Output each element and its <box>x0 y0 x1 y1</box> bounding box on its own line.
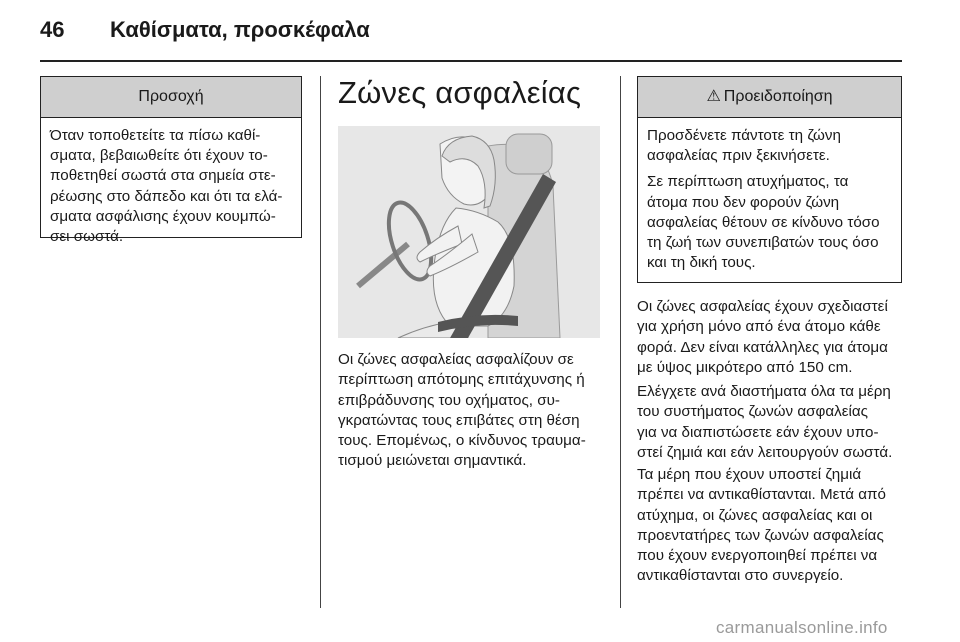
column-divider-right <box>620 76 621 608</box>
warning-paragraph-1 <box>647 126 893 166</box>
caution-line: σματα, βεβαιωθείτε ότι έχουν το- <box>50 147 268 165</box>
body-line: Οι ζώνες ασφαλείας έχουν σχεδιαστεί <box>637 298 888 315</box>
warning-triangle-icon: ⚠ <box>706 88 721 105</box>
warning-line: άτομα που δεν φορούν ζώνη <box>647 193 840 211</box>
caution-box <box>40 76 302 246</box>
body-line: για να διαπιστώσετε εάν έχουν υπο- <box>637 423 879 441</box>
warning-line: ασφαλείας θέτουν σε κίνδυνο τόσο <box>647 213 880 231</box>
warning-line: τη ζωή των συνεπιβατών τους όσο <box>647 234 879 252</box>
warning-box-body <box>638 118 901 285</box>
right-paragraph-3 <box>637 465 912 587</box>
caution-box-title: Προσοχή <box>41 77 301 118</box>
right-paragraph-2 <box>637 382 912 463</box>
warning-line: Σε περίπτωση ατυχήματος, τα <box>647 173 849 191</box>
seatbelt-drawing <box>338 126 600 338</box>
section-title: Ζώνες ασφαλείας <box>338 75 582 110</box>
body-line: στεί ζημιά και εάν λειτουργούν σωστά. <box>637 443 893 461</box>
caution-line: σματα ασφάλισης έχουν κουμπώ- <box>50 207 276 225</box>
body-line: αντικαθίστανται στο συνεργείο. <box>637 567 844 585</box>
intro-line: Οι ζώνες ασφαλείας ασφαλίζουν σε <box>338 351 574 368</box>
caution-line: ρέωσης στο δάπεδο και ότι τα ελά- <box>50 187 283 205</box>
intro-line: περίπτωση απότομης επιτάχυνσης ή <box>338 371 585 389</box>
body-line: φορά. Δεν είναι κατάλληλες για άτομα <box>637 338 888 356</box>
seatbelt-illustration <box>338 126 600 338</box>
header-rule <box>40 60 902 62</box>
warning-line: και τη δική τους. <box>647 254 756 272</box>
body-line: προεντατήρες των ζωνών ασφαλείας <box>637 526 884 544</box>
intro-line: τους. Επομένως, ο κίνδυνος τραυμα- <box>338 432 586 450</box>
caution-box-body <box>41 118 301 253</box>
caution-line: σει σωστά. <box>50 228 124 246</box>
body-line: για χρήση μόνο από ένα άτομο κάθε <box>637 318 881 336</box>
column-divider-left <box>320 76 321 608</box>
body-line: με ύψος μικρότερο από 150 cm. <box>637 358 853 376</box>
body-line: ατύχημα, οι ζώνες ασφαλείας και οι <box>637 506 873 524</box>
body-line: Ελέγχετε ανά διαστήματα όλα τα μέρη <box>637 383 891 400</box>
warning-paragraph-2 <box>647 172 893 273</box>
warning-box-title: Προειδοποίηση <box>723 88 833 105</box>
warning-line: ασφαλείας πριν ξεκινήσετε. <box>647 147 830 165</box>
warning-box <box>637 76 902 283</box>
warning-box-header <box>638 77 901 118</box>
body-line: Τα μέρη που έχουν υποστεί ζημιά <box>637 466 862 483</box>
caution-line: ποθετηθεί σωστά στα σημεία στε- <box>50 167 276 185</box>
page-number: 46 <box>40 17 65 42</box>
intro-paragraph <box>338 350 608 472</box>
caution-line: Όταν τοποθετείτε τα πίσω καθί- <box>50 127 261 144</box>
intro-line: γκρατώντας τους επιβάτες στη θέση <box>338 411 580 429</box>
body-line: που έχουν ενεργοποιηθεί πρέπει να <box>637 547 878 565</box>
body-line: πρέπει να αντικαθίστανται. Μετά από <box>637 486 886 504</box>
body-line: του συστήματος ζωνών ασφαλείας <box>637 403 868 421</box>
warning-line: Προσδένετε πάντοτε τη ζώνη <box>647 127 841 144</box>
running-title: Καθίσματα, προσκέφαλα <box>110 17 370 42</box>
intro-line: τισμού μειώνεται σημαντικά. <box>338 452 527 470</box>
right-paragraph-1 <box>637 297 912 378</box>
watermark: carmanualsonline.info <box>716 618 888 637</box>
intro-line: επιβράδυνσης του οχήματος, συ- <box>338 391 560 409</box>
